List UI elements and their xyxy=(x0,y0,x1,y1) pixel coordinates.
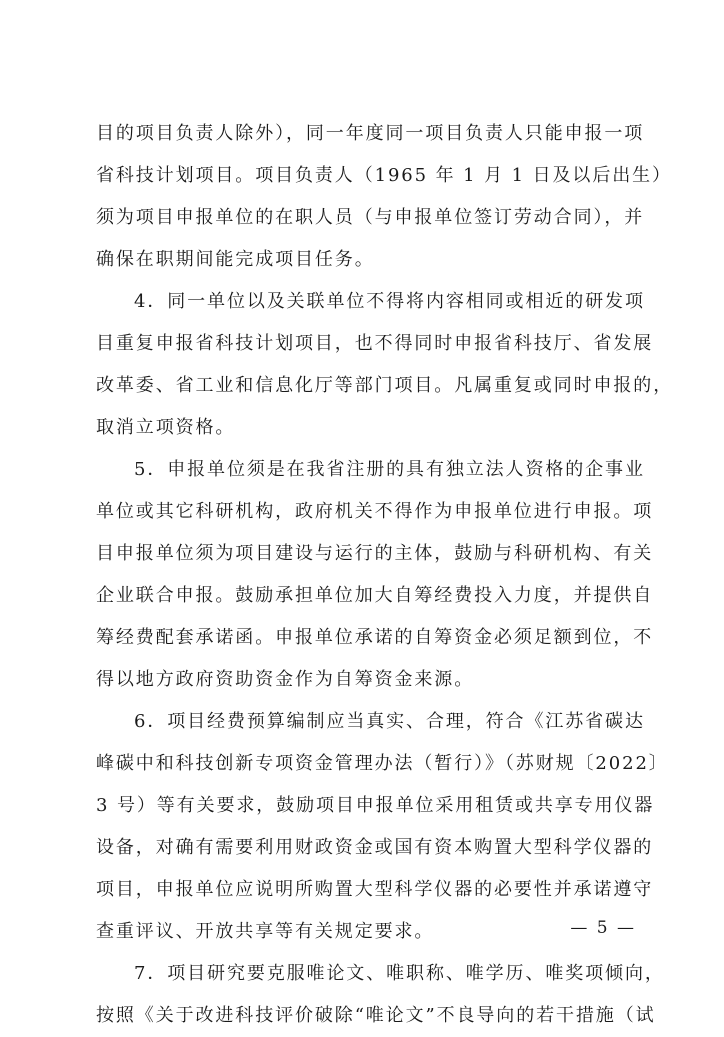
text-line: 取消立项资格。 xyxy=(96,417,236,438)
text-line: 目申报单位须为项目建设与运行的主体，鼓励与科研机构、有关 xyxy=(96,543,654,564)
text-line: 按照《关于改进科技评价破除“唯论文”不良导向的若干措施（试 xyxy=(96,1005,656,1026)
page-number: — 5 — xyxy=(570,918,636,938)
text-line: 峰碳中和科技创新专项资金管理办法（暂行）》（苏财规〔2022〕 xyxy=(96,753,669,774)
text-line: 单位或其它科研机构，政府机关不得作为申报单位进行申报。项 xyxy=(96,501,654,522)
text-line: 查重评议、开放共享等有关规定要求。 xyxy=(96,921,435,942)
text-line: 目重复申报省科技计划项目，也不得同时申报省科技厅、省发展 xyxy=(96,333,654,354)
text-line: 得以地方政府资助资金作为自筹资金来源。 xyxy=(96,669,475,690)
text-line: 筹经费配套承诺函。申报单位承诺的自筹资金必须足额到位，不 xyxy=(96,627,654,648)
text-line: 确保在职期间能完成项目任务。 xyxy=(96,249,375,270)
text-line: 企业联合申报。鼓励承担单位加大自筹经费投入力度，并提供自 xyxy=(96,585,654,606)
text-line: 6．项目经费预算编制应当真实、合理，符合《江苏省碳达 xyxy=(134,711,645,732)
text-line: 设备，对确有需要利用财政资金或国有资本购置大型科学仪器的 xyxy=(96,837,654,858)
text-line: 3 号）等有关要求，鼓励项目申报单位采用租赁或共享专用仪器 xyxy=(96,795,655,816)
text-line: 改革委、省工业和信息化厅等部门项目。凡属重复或同时申报的， xyxy=(96,375,674,396)
text-line: 须为项目申报单位的在职人员（与申报单位签订劳动合同），并 xyxy=(96,207,645,228)
text-line: 5．申报单位须是在我省注册的具有独立法人资格的企事业 xyxy=(134,459,645,480)
text-line: 7．项目研究要克服唯论文、唯职称、唯学历、唯奖项倾向， xyxy=(134,963,665,984)
text-line: 4．同一单位以及关联单位不得将内容相同或相近的研发项 xyxy=(134,291,645,312)
text-line: 目的项目负责人除外），同一年度同一项目负责人只能申报一项 xyxy=(96,123,645,144)
text-line: 省科技计划项目。项目负责人（1965 年 1 月 1 日及以后出生） xyxy=(96,165,672,186)
document-body xyxy=(96,113,674,1037)
text-line: 项目，申报单位应说明所购置大型科学仪器的必要性并承诺遵守 xyxy=(96,879,654,900)
